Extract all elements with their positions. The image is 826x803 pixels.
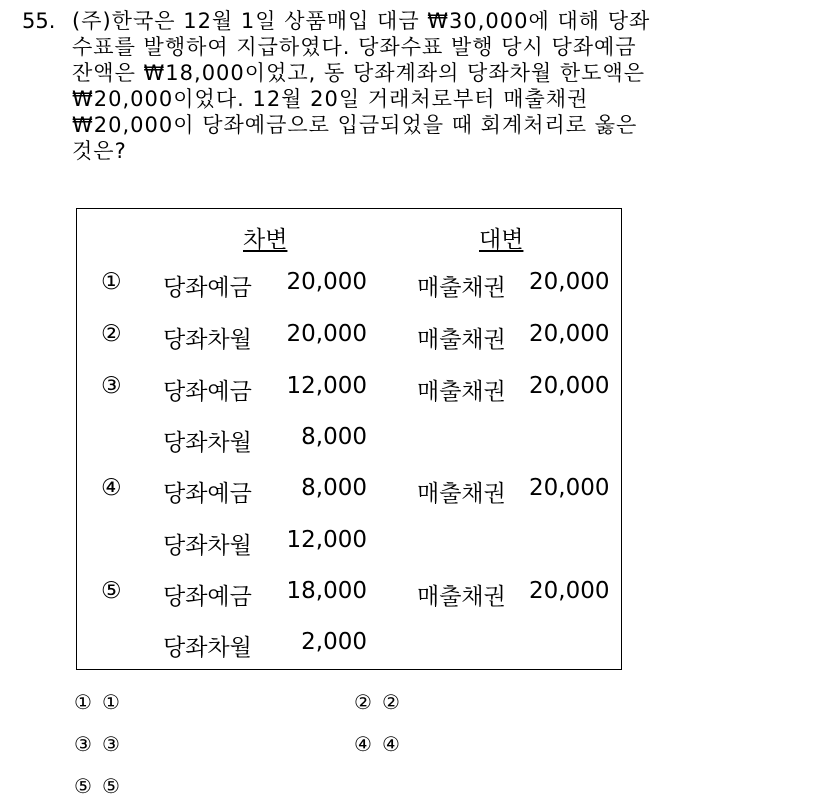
journal-entry-table — [76, 208, 622, 670]
table-row — [77, 269, 621, 299]
credit-header: 대변 — [479, 227, 524, 253]
debit-account: 당좌차월 — [163, 533, 252, 559]
debit-account: 당좌예금 — [163, 379, 252, 405]
answer-choice-4[interactable] — [354, 732, 400, 756]
debit-account: 당좌예금 — [163, 584, 252, 610]
debit-amount: 2,000 — [301, 629, 367, 655]
credit-account: 매출채권 — [417, 584, 506, 610]
credit-account: 매출채권 — [417, 379, 506, 405]
table-row — [77, 424, 621, 454]
answer-number: ④ — [354, 732, 372, 756]
debit-account: 당좌차월 — [163, 327, 252, 353]
option-mark: ④ — [101, 475, 122, 501]
answer-number: ① — [74, 690, 92, 714]
credit-amount: 20,000 — [529, 269, 610, 295]
question-line: 수표를 발행하여 지급하였다. 당좌수표 발행 당시 당좌예금 — [72, 35, 637, 59]
debit-amount: 12,000 — [286, 527, 367, 553]
question-line: ₩20,000이었다. 12월 20일 거래처로부터 매출채권 — [72, 87, 589, 111]
question-number: 55. — [22, 9, 56, 33]
debit-amount: 12,000 — [286, 373, 367, 399]
table-row — [77, 629, 621, 659]
answer-number: ② — [354, 690, 372, 714]
credit-amount: 20,000 — [529, 321, 610, 347]
debit-account: 당좌차월 — [163, 635, 252, 661]
debit-header: 차변 — [243, 227, 288, 253]
option-mark: ⑤ — [101, 578, 122, 604]
answer-text: ① — [101, 690, 120, 714]
table-row — [77, 475, 621, 505]
debit-account: 당좌예금 — [163, 481, 252, 507]
answer-text: ⑤ — [101, 774, 120, 798]
question-line: (주)한국은 12월 1일 상품매입 대금 ₩30,000에 대해 당좌 — [72, 9, 651, 33]
table-row — [77, 578, 621, 608]
question-line: 것은? — [72, 139, 127, 163]
table-row — [77, 321, 621, 351]
option-mark: ① — [101, 269, 122, 295]
question-text — [72, 8, 792, 164]
answer-number: ③ — [74, 732, 92, 756]
credit-amount: 20,000 — [529, 373, 610, 399]
option-mark: ② — [101, 321, 122, 347]
debit-amount: 20,000 — [286, 269, 367, 295]
debit-amount: 8,000 — [301, 424, 367, 450]
credit-amount: 20,000 — [529, 475, 610, 501]
answer-choice-3[interactable] — [74, 732, 120, 756]
answer-choice-2[interactable] — [354, 690, 400, 714]
debit-amount: 20,000 — [286, 321, 367, 347]
credit-account: 매출채권 — [417, 275, 506, 301]
answer-choice-1[interactable] — [74, 690, 120, 714]
debit-account: 당좌예금 — [163, 275, 252, 301]
debit-account: 당좌차월 — [163, 430, 252, 456]
table-row — [77, 527, 621, 557]
answer-choice-5[interactable] — [74, 774, 120, 798]
debit-amount: 8,000 — [301, 475, 367, 501]
answer-text: ④ — [381, 732, 400, 756]
credit-amount: 20,000 — [529, 578, 610, 604]
option-mark: ③ — [101, 373, 122, 399]
credit-account: 매출채권 — [417, 327, 506, 353]
debit-amount: 18,000 — [286, 578, 367, 604]
answer-text: ③ — [101, 732, 120, 756]
question-line: ₩20,000이 당좌예금으로 입금되었을 때 회계처리로 옳은 — [72, 113, 638, 137]
table-row — [77, 373, 621, 403]
question-line: 잔액은 ₩18,000이었고, 동 당좌계좌의 당좌차월 한도액은 — [72, 61, 646, 85]
answer-text: ② — [381, 690, 400, 714]
answer-number: ⑤ — [74, 774, 92, 798]
credit-account: 매출채권 — [417, 481, 506, 507]
